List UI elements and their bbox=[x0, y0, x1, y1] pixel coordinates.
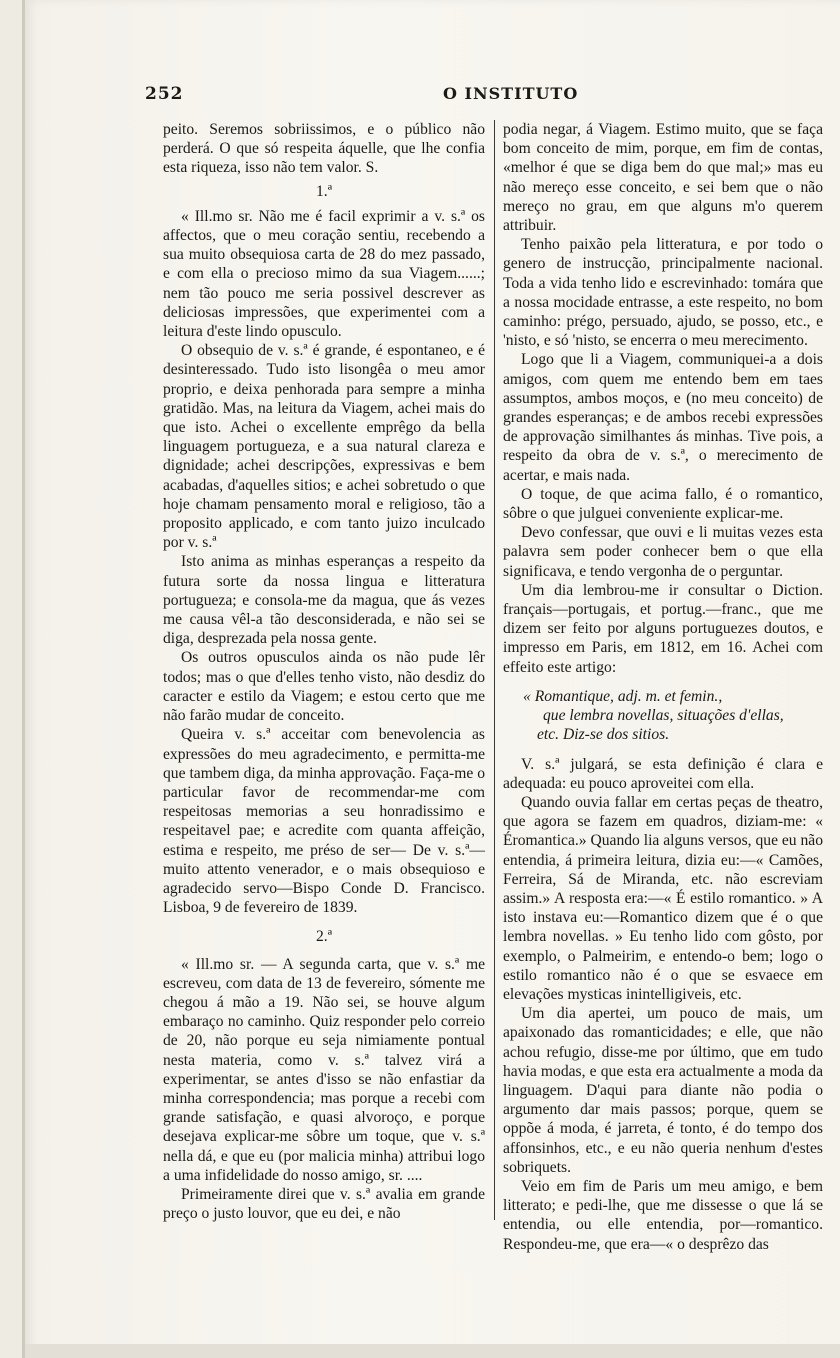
paragraph: podia negar, á Viagem. Estimo muito, que se faça bom conceito de mim, porque, em fim de contas, «melhor é que se diga bem do que mal;» mas eu não mereço esse conceito, e sei bem que o não mereço no grau, em que alguns m'o querem attribuir. bbox=[503, 121, 823, 235]
quote-line: que lembra novellas, situações d'ellas, bbox=[543, 707, 784, 725]
section-heading-1: 1.ª bbox=[316, 182, 332, 200]
section-heading-2: 2.ª bbox=[316, 928, 332, 946]
dictionary-quote bbox=[503, 687, 823, 745]
paragraph: Primeiramente direi que v. s.ª avalia em grande preço o justo louvor, que eu dei, e não bbox=[163, 1185, 485, 1223]
paragraph: Queira v. s.ª acceitar com benevolencia as expressões do meu agradecimento, e permitta-me que tambem diga, da minha approvação. Faça-me o particular favor de recommendar-me com respeitosas memorias a seu honradissimo e respeitavel pae; e acredite com quanta affeição, estima e respeito, me préso de ser— De v. s.ª— muito attento venerador, e o mais obsequioso e agradecido servo—Bispo Conde D. Francisco. Lisboa, 9 de fevereiro de 1839. bbox=[163, 726, 485, 917]
book-page bbox=[22, 0, 840, 1358]
paragraph: O toque, de que acima fallo, é o romantico, sôbre o que julguei conveniente explicar-me. bbox=[503, 485, 823, 523]
paragraph: peito. Seremos sobriissimos, e o público não perderá. O que só respeita áquelle, que lhe confia esta riqueza, isso não tem valor. S. bbox=[163, 121, 485, 177]
paragraph: Um dia lembrou-me ir consultar o Diction. français—portugais, et portug.—franc., que me dizem ser feito por alguns portuguezes doutos, e impresso em Paris, em 1812, em 16. Achei com effeito este artigo: bbox=[503, 581, 823, 676]
journal-title: O INSTITUTO bbox=[443, 84, 579, 103]
page-bottom-edge bbox=[25, 1344, 840, 1358]
right-column bbox=[503, 120, 823, 1254]
quote-line: « Romantique, adj. m. et femin., bbox=[523, 687, 723, 705]
paragraph: Um dia apertei, um pouco de mais, um apaixonado das romanticidades; e elle, que não achou refugio, disse-me por último, que em tudo havia modas, e que esta era actualmente a moda da linguagem. D'aqui para diante não podia o argumento dar mais passos; porque, quem se oppõe á moda, é jarreta, é tonto, é do tempo dos affonsinhos, etc., e eu não queria nenhum d'estes sobriquets. bbox=[503, 1005, 823, 1176]
paragraph: Devo confessar, que ouvi e li muitas vezes esta palavra sem poder conhecer bem o que ella significava, e tendo vergonha de o perguntar. bbox=[503, 524, 823, 580]
column-divider bbox=[494, 120, 495, 1220]
paragraph: Logo que li a Viagem, communiquei-a a dois amigos, com quem me entendo bem em taes assumptos, ambos moços, e (no meu conceito) de grandes esperanças; e de ambos recebi expressões de approvação similhantes ás minhas. Tive pois, a respeito da obra de v. s.ª, o merecimento de acertar, e mais nada. bbox=[503, 351, 823, 484]
paragraph: Tenho paixão pela litteratura, e por todo o genero de instrucção, principalmente nacional. Toda a vida tenho lido e escrevinhado: tomára que a nossa mocidade entrasse, a este respeito, no bom caminho: prégo, persuado, ajudo, se posso, etc., e 'nisto, e só 'nisto, se encerra o meu merecimento. bbox=[503, 236, 823, 350]
page-number: 252 bbox=[145, 84, 184, 104]
paragraph: Veio em fim de Paris um meu amigo, e bem litterato; e pedi-lhe, que me dissesse o que lá se entendia, ou elle entendia, por—romantico. Respondeu-me, que era—« o desprêzo das bbox=[503, 1177, 823, 1253]
paragraph: Os outros opusculos ainda os não pude lêr todos; mas o que d'elles tenho visto, não desdiz do caracter e estilo da Viagem; e estou certo que me não farão mudar de conceito. bbox=[163, 649, 485, 725]
quote-line: etc. Diz-se dos sitios. bbox=[537, 726, 670, 744]
paragraph: O obsequio de v. s.ª é grande, é espontaneo, e é desinteressado. Tudo isto lisongêa o meu amor proprio, e deixa penhorada para sempre a minha gratidão. Mas, na leitura da Viagem, achei mais do que isto. Achei o excellente emprêgo da bella linguagem portugueza, e a sua natural clareza e dignidade; achei descripções, expressivas e bem acabadas, d'aquelles sitios; e achei sobretudo o que hoje chamam pensamento moral e religioso, tão a proposito applicado, e com tanto juizo inculcado por v. s.ª bbox=[163, 342, 485, 552]
paragraph: « Ill.mo sr. Não me é facil exprimir a v. s.ª os affectos, que o meu coração sentiu, recebendo a sua muito obsequiosa carta de 28 do mez passado, e com ella o precioso mimo da sua Viagem......; nem tão pouco me seria possivel descrever as deliciosas impressões, que experimentei com a leitura d'este lindo opusculo. bbox=[163, 207, 485, 341]
page-header bbox=[145, 84, 840, 108]
paragraph: V. s.ª julgará, se esta definição é clara e adequada: eu pouco aproveitei com ella. bbox=[503, 755, 823, 792]
left-column bbox=[163, 120, 485, 1223]
paragraph: Isto anima as minhas esperanças a respeito da futura sorte da nossa lingua e litteratura portugueza; e consola-me da magua, que ás vezes me causa vêl-a tão desconsiderada, e não sei se diga, desprezada pela nossa gente. bbox=[163, 553, 485, 648]
paragraph: « Ill.mo sr. — A segunda carta, que v. s.ª me escreveu, com data de 13 de fevereiro, sómente me chegou á mão a 19. Não sei, se houve algum embaraço no caminho. Quiz responder pelo correio de 20, não porque eu seja nimiamente pontual nesta materia, como v. s.ª talvez virá a experimentar, se antes d'isso se não enfastiar da minha correspondencia; mas porque a recebi com grande satisfação, e quasi alvoroço, e porque desejava explicar-me sôbre um toque, que v. s.ª nella dá, e que eu (por malicia minha) attribui logo a uma infidelidade do nosso amigo, sr. .... bbox=[163, 955, 485, 1184]
paragraph: Quando ouvia fallar em certas peças de theatro, que agora se fazem em quadros, diziam-me: « Éromantica.» Quando lia alguns versos, que eu não entendia, á primeira leitura, dizia eu:—« Camões, Ferreira, Sá de Miranda, etc. não escreviam assim.» A resposta era:—« É estilo romantico. » A isto instava eu:—Romantico dizem que é o que lembra novellas. » Eu tenho lido com gôsto, por exemplo, o Palmeirim, e entendo-o bem; logo o estilo romantico não é o que se esvaece em elevações mysticas inintelligiveis, etc. bbox=[503, 793, 824, 1003]
